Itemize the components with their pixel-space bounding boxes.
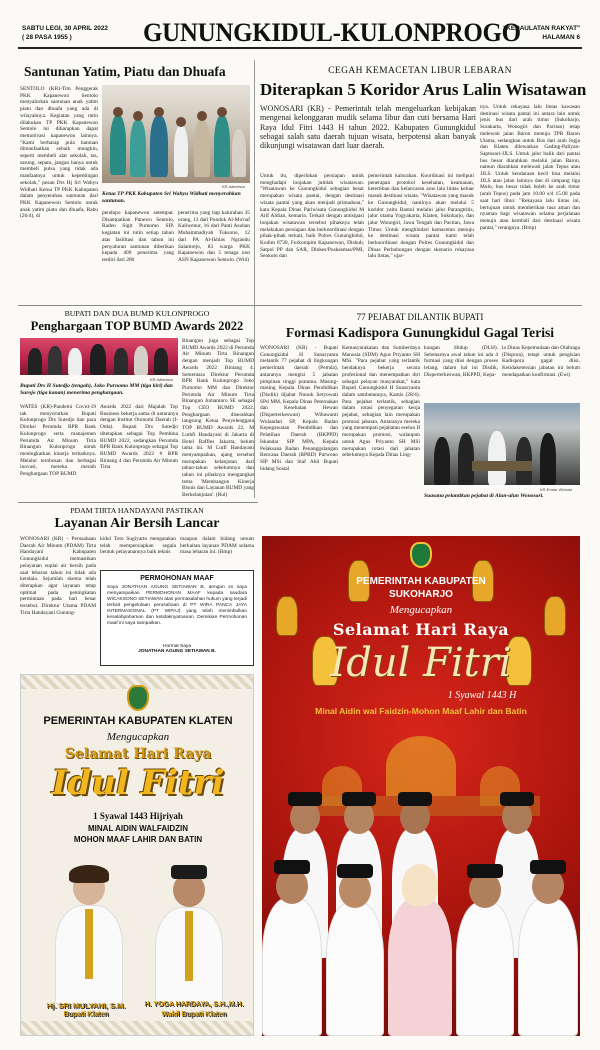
article2-col3: nya. Untuk rekayasa lalu lintas kawasan destinasi wisata pantai ini antara lain untuk jenis bus dari arah timur (Sukoharjo, Surakarta, Wonogiri dan Pacitan) tetap melewati jalan Baron menuju TPR Baron Utama, sedangkan untuk Bus dari arah Jogja dan Klaten dilewatkan Gading-Paliyan-Saptosari-JJLS. Untuk jalur balik dari pantai bus besar diarahkan melalui jalan Baron, namun diarahkan melewati jalan Tepus atau JJLS. Untuk kendaraan kecil bisa melalui JJLS atau jalan lainnya dan di simpang tiga Mulo, bus besar tidak boleh ke arah timur (arah Tepus) pada jam 10.00 s/d 15.00 pada saat hari libur. "Rekayasa lalu lintas ini, bertujuan untuk memberikan rasa aman dan nyaman bagi wisatawan selama perjalanan menuju atau kembali dari destinasi wisata pantai," terangnya. (Bmp) — [480, 104, 580, 231]
sukoharjo-idul: Idul Fitri — [330, 640, 512, 686]
divider-row1 — [18, 305, 582, 306]
article4-col2: Kemasyarakatan dan Sumberdaya Manusia (SDM) Agus Priyanto SH MSi. "Para pejabat yang terlantik hendaknya bekerja secara profesional dan menempatkan diri sebagai pelayan masyarakat," kata Bupati Gunungkidul H Sunaryanta dalam sambutannya, Kamis (28/4). Para pejabat terlantik, sebagian dalam rotasi penyegaran keoja pejabat, sebagian lain merupakan promosi jabatan. Antaranya mereka yang menempati pejabatan eselon II merupakan promosi, walaupun untuk Agus Priyanto SH MSi merupakan rotasi dari jabatan sebelumnya Kepala Dinas Ling- — [342, 345, 420, 459]
article4-photo — [424, 403, 580, 485]
sukoharjo-gov2: SUKOHARJO — [389, 589, 453, 600]
masthead-rule — [18, 47, 582, 49]
sukoharjo-syawal: 1 Syawal 1443 H — [447, 690, 517, 701]
article2-lead: WONOSARI (KR) - Pemerintah telah mengeluarkan kebijakan mengenai kelonggaran mudik selama libur dan cuti bersama Hari Raya Idul Fitri 1443 H tahun 2022. Kabupaten Gunungkidul sebagai salah satu daerah tujuan wisata, berpotensi akan banyak dikunjungi wisatawan dari luar daerah. — [260, 104, 476, 151]
article2-col1: Untuk itu, diperlukan persiapan untuk menghadapi lonjakan jumlah wisatawan. "Wisatawan ke Gunungkidul sebagian besar merupakan wisata pantai, dengan destinasi wisata pantai yang akan menjadi primadona," kata Kepala Dinas Pariwisata Gunungkidul M Arif Aldian, kemarin. Terkait dengan antisipasi lonjakan wisatawan tersebut pihaknya telah melakukan persiapan dan berkoordinasi dengan pihak-pihak terkait, baik Polres Gunungkidul, Kodim 0730, Forkompim Kapanewon, Dishub, Satpol PP dan SAR, Dinkes/Puskesmas/PMI, Senkom dan — [260, 173, 364, 260]
klaten-wakil-portrait — [149, 865, 229, 1005]
article1-col2: pendopo kapanewon setempat. Disampaikan Panewu Sentolo, Raden Sigit Purnomo SIP, kegiatan ini rutin setiap tahun atas fasilitasi dan tahun ini penyaluran santunan diberikan kepada 409 penerima yang terdiri dari 280 — [102, 210, 174, 263]
sukoharjo-officials-photo — [262, 798, 580, 1036]
klaten-mengucapkan: Mengucapkan — [106, 731, 170, 743]
article1-photo-credit: KR-Istimewa — [222, 184, 245, 189]
klaten-right-title: Wakil Bupati Klaten — [161, 1011, 227, 1018]
masthead-pasa: ( 28 PASA 1955 ) — [22, 34, 72, 41]
article4-headline: Formasi Kadispora Gunungkidul Gagal Terisi — [285, 325, 555, 340]
klaten-mohon: MOHON MAAF LAHIR DAN BATIN — [73, 835, 203, 844]
article4-col1: WONOSARI (KR) - Bupati Gunungkidul H Sunaryanta melantik 77 pejabat di lingkungan pemerintah daerah (Pemda), antaranya mengisi 5 jabatan pimpinan tinggi pratama. Masing-masing Kepala Dinas Pendidikan (Disdik) dijabat Nunuk Setyowati SPd MM, Kepala Dinas Peternakan dan Kesehatan Hewan (Disperterkeswan) Wibawanti Wulandari SP, Kepala Badan Kepegawaian Pendidikan dan Pelatihan Daerah (BKPPD) Iskandar SIP MPA, Kepala Pelaksana Badan Penanggulangan Bencana Daerah (BPBD) Purwono SIP MSi dan Staf Ahli Bupati bidang Sosial — [260, 345, 338, 472]
masthead-title: GUNUNGKIDUL-KULONPROGO — [143, 18, 521, 47]
article3-headline: Penghargaan TOP BUMD Awards 2022 — [30, 319, 244, 333]
article1-col1: SENTOLO (KR)-Tim Penggerak PKK Kapanewon Sentolo menyalurkan santunan anak yatim piatu dan dhuafa yang ada di wilayahnya. Kegiatan yang rutin dilakukan TP PKK Kapanewon Sentolo ini diharapkan dapat memotivasi kapanewon lainnya. "Kami berharap pula bantuan dimanfaatkan sebaik mungkin, seperti membeli alat sekolah, tas, sarung, sepatu, jangan hanya untuk membeli pulsa yang tidak ada manfaatnya untuk kepentingan sekolah," pesan Drs Hj Sri Wahyu Widhati Ketua TP PKK Kabupaten dalam penyerahan santunan dari PKK Kapanewon Sentolo untuk anak yatim piatu dan dhuafa, Rabu (26/4), di — [20, 86, 98, 220]
divider-row2 — [18, 502, 258, 503]
article5-col2: kidul Toto Sugiyarto mengatakan telah mempersiapkan segala bentuk pelayanannya baik teknis — [100, 536, 176, 556]
article5-headline: Layanan Air Bersih Lancar — [54, 516, 220, 531]
article5-kicker: PDAM TIRTA HANDAYANI PASTIKAN — [70, 506, 204, 515]
klaten-left-name: Hj. SRI MULYANI, S.M. — [46, 1001, 126, 1010]
sukoharjo-gov1: PEMERINTAH KABUPATEN — [356, 576, 486, 587]
article4-photo-credit: KR-Endar Widodo — [540, 487, 573, 492]
article3-photo — [20, 338, 178, 375]
column-divider-top — [254, 60, 255, 310]
article3-col2: Awards 2022 dari Majalah Top Business bekerja sama di antaranya dengan Institut Otonomi Daerah (I-Otda). Bupati Drs Sutedjo ditetapkan sebagai Top Pembina BUMD 2022, sedangkan Perumda BPR Bank Kulonprogo sebagai Top BUMD Awards 2022 # BPR Bintang 4 dan Perumda Air Minum Tirta — [100, 404, 178, 471]
article3-caption: Bupati Drs H Sutedjo (tengah), Joko Purnomo MM (tiga kiri) dan Surojo (tiga kanan) menerima penghargaan. — [20, 383, 173, 396]
masthead-tagline: "KEDAULATAN RAKYAT" — [503, 25, 580, 32]
klaten-syawal: 1 Syawal 1443 Hijriyah — [93, 811, 183, 821]
klaten-emblem-icon — [127, 685, 149, 711]
article5-col3: maupun dalam bidang umum berkaitan layanan PDAM selama masa lebaran ini. (Bmp) — [180, 536, 254, 556]
article5-col1: WONOSARI (KR) - Perusahaan Daerah Air Minum (PDAM) Tirta Handayani Kabupaten Gunungkidul memastikan pelayanan suplai air bersih pada saat lebaran tahun ini tidak ada kendala. Sejumlah skema telah diterapkan agar layanan tetap optimal pada peningkatan permintaan pada hari besar tersebut. Direktur Utama PDAM Tirta Handayani Gunung- — [20, 536, 96, 616]
ad-klaten — [20, 674, 254, 1036]
article2-col2: pemerintah kalurahan. Koordinasi ini meliputi penerapan protokol kesehatan, keamanan, ketertiban dan kelancaran arus lalu lintas keluar masuk destinasi wisata. "Wisatawan yang masuk ke Gunungkidul, nantinya akan melalui 5 koridor yaitu Bantul melalui jalur Parangtritis, jalur utama Yogyakarta, Klaten, Sukoharjo, dan jalur Wonogiri, Jawa Tengah dan Pacitan, Jawa Timur. Untuk menghindari kemacetan menuju ke destinasi wisata pantai kami telah berkoordinasi dengan Polres Gunungkidul dan Dinas Perhubungan dengan skenario rekayasa lalu lintas," ujar- — [368, 173, 474, 260]
article4-kicker: 77 PEJABAT DILANTIK BUPATI — [356, 312, 484, 322]
sukoharjo-emblem-icon — [410, 542, 432, 568]
article1-caption: Ketua TP PKK Kabupaten Sri Wahyu Widhati menyerahkan santunan. — [102, 191, 241, 204]
apology-body: Saya JONATHAN AGUNG SETIAWAN B, dengan ini saya menyampaikan PERMOHONAN MAAF kepada saudara WICAKSONO SETIAWAN atas permasalahan hukum yang terjadi terkait pengelolaan perusahaan di PT WIRA PANCA JAYA INTERNASIONAL (PT WIPAJ) yang telah menimbulkan kesalahpahaman dan ketidaknyamanan. Demikian Permohonan maaf ini saya sampaikan. — [107, 585, 247, 626]
article4-caption: Suasana pelantikan pejabat di Alun-alun Wonosari. — [424, 493, 544, 499]
article4-col3: kungan Hidup (DLH). Sebenarnya awal tahun ini ada 4 formasi yang diisi dengan proses lelang, dalam hal ini Disdik, Disperterkeswan, BKPPD, Kepa- — [424, 345, 498, 378]
article1-col3: penerima yang tiap kalurahan 35 orang, 13 dari Pondok Al-Mu'naf Kaliwenur, 16 dari Panti Asuhan Muhammadiyah Tuksono, 12 dari PA Al-Ikhlas Ngrandu Salamrejo, 83 warga PKK Kapanewon dan 5 tenaga non ASN Kapanewon Sentolo. (Wid) — [178, 210, 250, 263]
article3-right-col: Binangun juga sebagai Top BUMD Awards 2022 di Perumda Air Minum Tirta Binangun dengan menjadi Top BUMD Awards 2022 Bintang 4. Sementara Direktur Perumda BPR Bank Kulonprogo Joko Purnomo MM dan Direktur Perumda Air Minum Tirta Binangun Jumantoro SE sebagai Top CEO BUMD 2022. Penghargaan diserahkan langsung Ketua Penyelenggara TOP BUMD Awards 22, M Luthfi Handayani di Jakarta di Hotel Raffles Jakarta, belum lama ini. M Lutfi Handayani menyampaikan, ajang tersebut merupakan kelanjutan dari tahun-tahun sebelumnya dan tahun ini pihaknya mengangkat tema 'Membangun Kinerja Bisnis dan Layanan BUMD yang Berkelanjutan'. (Rul) — [182, 338, 254, 498]
klaten-idul: Idul Fitri — [51, 763, 225, 803]
article1-photo — [102, 85, 250, 183]
article3-photo-credit: KR-Istimewa — [150, 377, 173, 382]
article3-col1: WATES (KR)-Pandemi Covid-19 tak menyurutkan Bupati Kulonprogo Drs Sutedjo dan para Direksi Perumda BPR Bank Kulonprogo serta manajemen Perumda Air Minum Tirta Binangun Kulonprogo untuk meningkatkan kinerja terbaiknya. Melalui terobosan dan berbagai inovasi, mereka meraih Penghargaan TOP BUMD — [20, 404, 96, 478]
klaten-left-title: Bupati Klaten — [63, 1011, 109, 1018]
apology-title: PERMOHONAN MAAF — [140, 575, 214, 582]
column-divider-mid — [254, 308, 255, 498]
klaten-gov: PEMERINTAH KABUPATEN KLATEN — [43, 715, 233, 727]
klaten-greeting: Selamat Hari Raya — [64, 746, 212, 762]
klaten-right-name: H. YOGA HARDAYA, S.H.,M.H. — [144, 1001, 244, 1008]
masthead-date: SABTU LEGI, 30 APRIL 2022 — [22, 25, 108, 32]
article2-kicker: CEGAH KEMACETAN LIBUR LEBARAN — [328, 66, 512, 76]
article3-kicker: BUPATI DAN DUA BUMD KULONPROGO — [64, 309, 210, 318]
article1-headline: Santunan Yatim, Piatu dan Dhuafa — [24, 64, 226, 79]
sukoharjo-mengucapkan: Mengucapkan — [389, 604, 453, 616]
sukoharjo-minal: Minal Aidin wal Faidzin-Mohon Maaf Lahir dan Batin — [315, 706, 527, 716]
klaten-bupati-portrait — [49, 865, 129, 1005]
apology-notice — [100, 570, 254, 666]
page-number: HALAMAN 6 — [542, 34, 580, 41]
apology-name: JONATHAN AGUNG SETIAWAN B. — [138, 649, 216, 654]
article2-headline: Diterapkan 5 Koridor Arus Lalin Wisatawan — [260, 80, 587, 99]
ad-sukoharjo — [262, 536, 580, 1036]
article4-col4: la Dinas Kepemudaan dan Olahraga (Dispora), tetapi untuk pengisian Kadispora gagal diisi. Ketidaketersian jabatan ini belum mendapatkan konfirmasi. (Ewi) — [502, 345, 580, 378]
sukoharjo-greeting: Selamat Hari Raya — [332, 620, 510, 639]
apology-closing: Hormat Saya — [163, 644, 191, 649]
klaten-minal: MINAL AIDIN WALFAIDZIN — [88, 824, 188, 833]
